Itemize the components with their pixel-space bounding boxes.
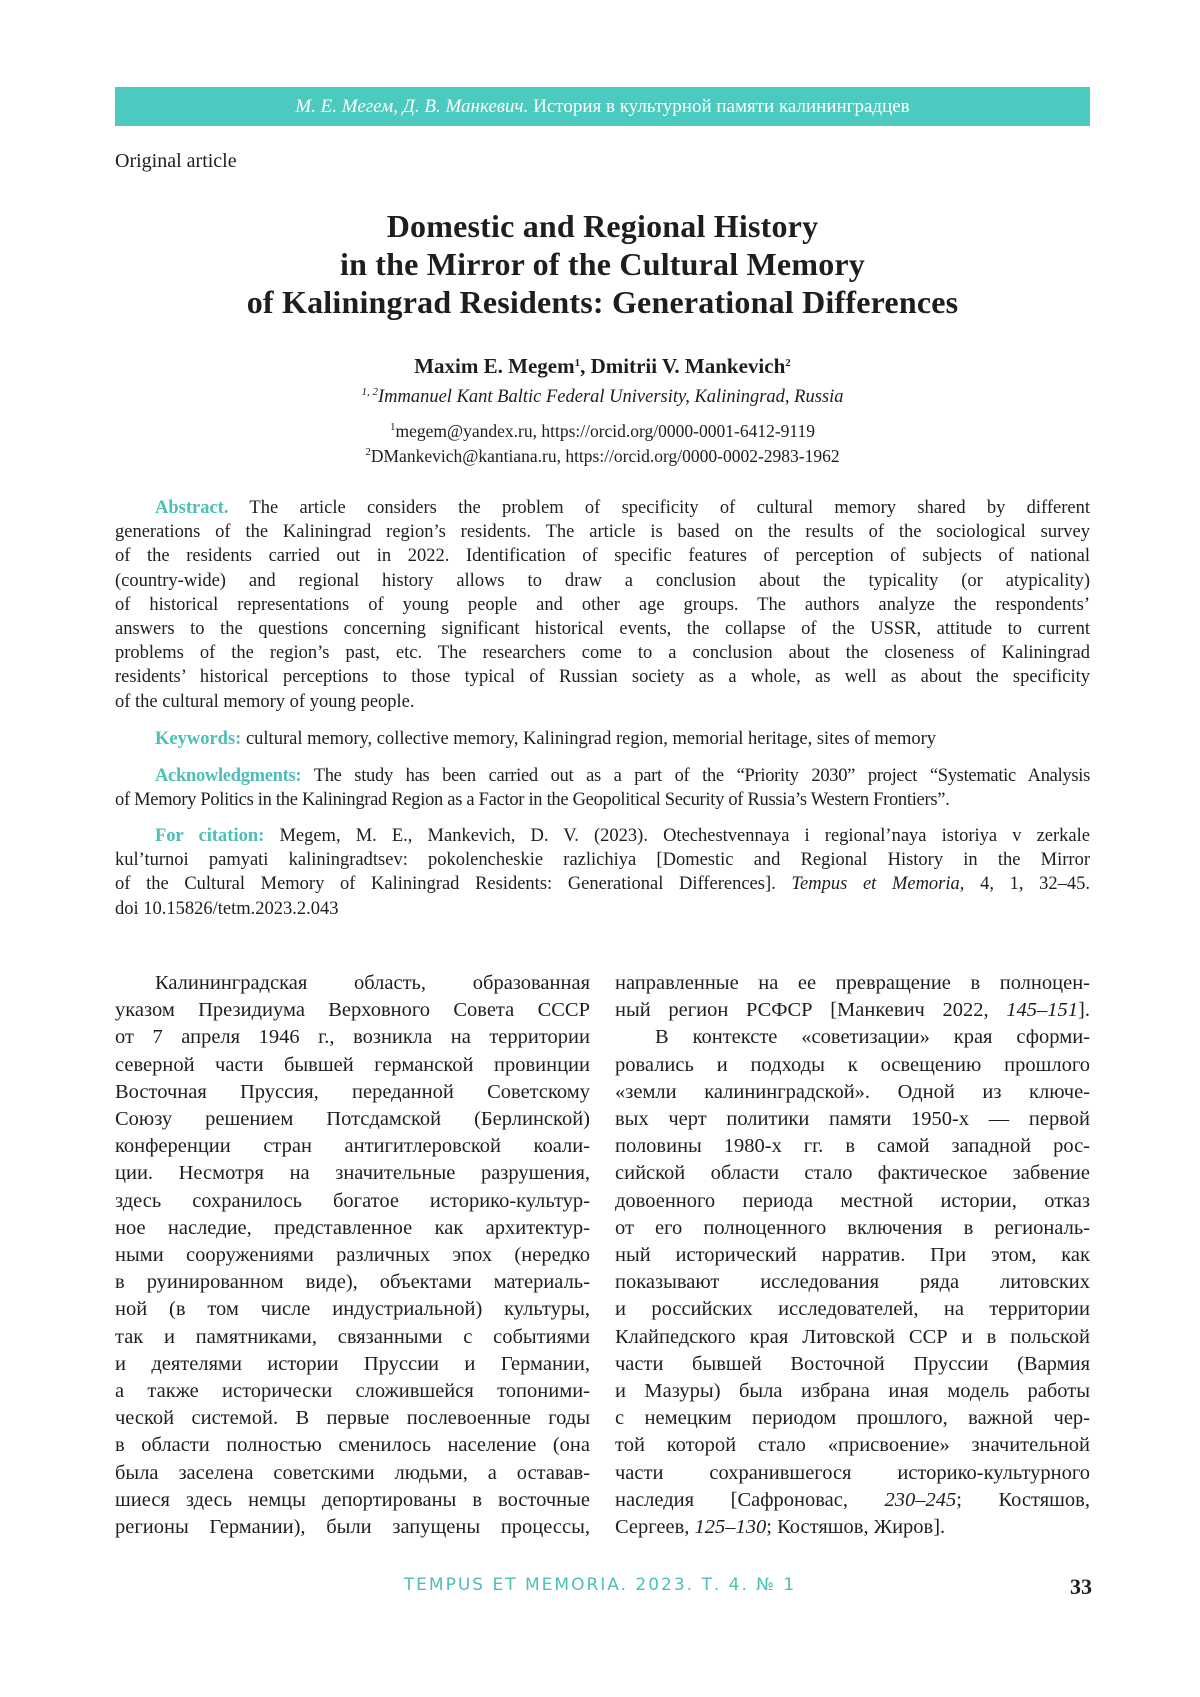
journal-name: Tempus et Memoria bbox=[791, 874, 960, 895]
running-head bbox=[115, 87, 1090, 126]
abstract-line bbox=[115, 496, 1090, 520]
citation-line bbox=[115, 872, 1090, 896]
keywords bbox=[115, 727, 1090, 751]
text-line: здесь сохранилось богатое историко-культур- bbox=[115, 1189, 590, 1212]
text-line: половины 1980-х гг. в самой западной рос- bbox=[615, 1135, 1090, 1158]
text-line: problems of the region’s past, etc. The researchers come to a conclusion about the closeness of Kaliningrad bbox=[115, 643, 1090, 664]
keywords-label: Keywords: bbox=[155, 729, 242, 749]
article-title bbox=[115, 207, 1090, 321]
text-line: была заселена советскими людьми, а оставав- bbox=[115, 1461, 590, 1484]
text-line: в руинированном виде), объектами материаль- bbox=[115, 1271, 590, 1294]
author-contacts bbox=[115, 419, 1090, 469]
author-separator: , bbox=[580, 354, 591, 378]
abstract-label: Abstract. bbox=[155, 498, 229, 518]
acknowledgments bbox=[115, 764, 1090, 812]
body-line bbox=[615, 1514, 1090, 1541]
text-line: ции. Несмотря на значительные разрушения, bbox=[115, 1162, 590, 1185]
text-line: ческой системой. В первые послевоенные годы bbox=[115, 1407, 590, 1430]
text-line: с немецким периодом прошлого, важной чер- bbox=[615, 1407, 1090, 1430]
author-name: Dmitrii V. Mankevich bbox=[590, 354, 786, 378]
body-text: Сергеев, bbox=[615, 1516, 695, 1539]
title-line: in the Mirror of the Cultural Memory bbox=[339, 246, 865, 282]
text-line: generations of the Kaliningrad region’s residents. The article is based on the results of the sociological survey bbox=[115, 522, 1090, 543]
title-line: of Kaliningrad Residents: Generational Differences bbox=[246, 284, 959, 320]
keywords-text: cultural memory, collective memory, Kaliningrad region, memorial heritage, sites of memory bbox=[245, 729, 937, 749]
text-line: (country-wide) and regional history allows to draw a conclusion about the typicality (or atypicality) bbox=[115, 570, 1090, 591]
body-line: направленные на ее превращение в полноцен- bbox=[615, 972, 1090, 994]
contact-sup: 1 bbox=[389, 421, 396, 433]
text-line: указом Президиума Верховного Совета СССР bbox=[115, 999, 590, 1022]
text-line: ными сооружениями различных эпох (нередко bbox=[115, 1244, 590, 1267]
affiliation-text: Immanuel Kant Baltic Federal University, Kaliningrad, Russia bbox=[377, 387, 844, 407]
ack-label: Acknowledgments: bbox=[155, 766, 302, 786]
text-line: Калининградская область, образованная bbox=[155, 972, 590, 994]
text-line: Восточная Пруссия, переданной Советскому bbox=[115, 1080, 590, 1103]
body-paragraph bbox=[615, 1024, 1090, 1486]
text-line: «земли калининградской». Одной из ключе- bbox=[615, 1080, 1090, 1103]
text-line: of the cultural memory of young people. bbox=[115, 691, 415, 712]
text-line: answers to the questions concerning significant historical events, the collapse of the USSR, attitude to current bbox=[115, 619, 1090, 640]
citation-line: kul’turnoi pamyati kaliningradtsev: pokolencheskie razlichiya [Domestic and Regional History in the Mirror bbox=[115, 850, 1090, 871]
abstract-body bbox=[115, 520, 1090, 714]
text-line: of the residents carried out in 2022. Identification of specific features of perception of subjects of national bbox=[115, 546, 1090, 567]
text-line: и российских исследователей, на территории bbox=[615, 1298, 1090, 1321]
text-line: регионы Германии), были запущены процессы, bbox=[115, 1516, 590, 1539]
text-line: В контексте «советизации» края сформи- bbox=[655, 1026, 1090, 1049]
body-text: наследия [Сафроновас, bbox=[615, 1488, 885, 1511]
body-text: ный регион РСФСР [Манкевич 2022, bbox=[615, 999, 1007, 1022]
citation-text: of the Cultural Memory of Kaliningrad Residents: Generational Differences]. bbox=[115, 874, 776, 895]
footer-journal: TEMPUS ET MEMORIA. 2023. Т. 4. № 1 bbox=[403, 1575, 797, 1595]
abstract bbox=[115, 496, 1090, 714]
text-line: и деятелями истории Пруссии и Германии, bbox=[115, 1352, 590, 1375]
authors bbox=[115, 354, 1090, 379]
citation-pages: 125–130 bbox=[694, 1516, 767, 1539]
contact-link[interactable]: DMankevich@kantiana.ru, https://orcid.org/0000-0002-2983-1962 bbox=[370, 446, 840, 466]
text-line: of historical representations of young people and other age groups. The authors analyze the respondents’ bbox=[115, 594, 1090, 615]
text-line: северной части бывшей германской провинции bbox=[115, 1053, 590, 1076]
citation-text: Megem, M. E., Mankevich, D. V. (2023). Otechestvennaya i regional’naya istoriya v zerkale bbox=[279, 826, 1090, 846]
text-line: Союзу решением Потсдамской (Берлинской) bbox=[115, 1108, 590, 1131]
abstract-text: The article considers the problem of specificity of cultural memory shared by different bbox=[249, 498, 1091, 518]
ack-text: The study has been carried out as a part of the “Priority 2030” project “Systematic Analysis bbox=[313, 766, 1090, 786]
author-sup: 2 bbox=[785, 357, 791, 369]
citation-label: For citation: bbox=[155, 826, 265, 846]
text-line: в области полностью сменилось население (она bbox=[115, 1434, 590, 1457]
text-line: так и памятниками, связанными с событиями bbox=[115, 1325, 590, 1348]
citation-pages: 230–245 bbox=[884, 1488, 957, 1511]
text-line: той которой стало «присвоение» значительной bbox=[615, 1434, 1090, 1457]
text-line: ный исторический нарратив. При этом, как bbox=[615, 1244, 1090, 1267]
body-column-left bbox=[115, 970, 590, 1541]
body-line bbox=[615, 997, 1090, 1024]
citation-doi[interactable]: doi 10.15826/tetm.2023.2.043 bbox=[115, 898, 339, 919]
contact-link[interactable]: megem@yandex.ru, https://orcid.org/0000-0001-6412-9119 bbox=[395, 421, 816, 441]
running-head-authors: М. Е. Мегем, Д. В. Манкевич. bbox=[295, 96, 529, 117]
body-text: ; Костяшов, Жиров]. bbox=[766, 1516, 946, 1539]
affiliation bbox=[115, 387, 1090, 408]
contact-sup: 2 bbox=[365, 446, 371, 458]
body-line bbox=[615, 1487, 1090, 1514]
body-text: ; Костяшов, bbox=[956, 1488, 1090, 1511]
author-name: Maxim E. Megem bbox=[414, 354, 575, 378]
title-line: Domestic and Regional History bbox=[386, 208, 819, 244]
citation-pages: 145–151 bbox=[1006, 999, 1079, 1022]
text-line: части сохранившегося историко-культурного bbox=[615, 1461, 1090, 1484]
text-line: ное наследие, представленное как архитектур- bbox=[115, 1216, 590, 1239]
text-line: и Мазуры) была избрана иная модель работы bbox=[615, 1380, 1090, 1403]
text-line: Клайпедского края Литовской ССР и в польской bbox=[615, 1325, 1090, 1348]
text-line: ровались и подходы к освещению прошлого bbox=[615, 1053, 1090, 1076]
text-line: ной (в том числе индустриальной) культуры, bbox=[115, 1298, 590, 1321]
page-number: 33 bbox=[1070, 1574, 1092, 1599]
text-line: конференции стран антигитлеровской коали- bbox=[115, 1135, 590, 1158]
citation bbox=[115, 824, 1090, 921]
text-line: сийской области стало фактическое забвение bbox=[615, 1162, 1090, 1185]
affiliation-sup: 1, 2 bbox=[361, 386, 378, 398]
article-type: Original article bbox=[115, 150, 237, 172]
text-line: от его полноценного включения в региональ- bbox=[615, 1216, 1090, 1239]
text-line: а также исторически сложившейся топоними- bbox=[115, 1380, 590, 1403]
contact-line bbox=[115, 444, 1090, 469]
author-sup: 1 bbox=[574, 357, 581, 369]
text-line: residents’ historical perceptions to those typical of Russian society as a whole, as well as about the specificity bbox=[115, 667, 1090, 688]
contact-line bbox=[115, 419, 1090, 444]
keywords-line bbox=[115, 727, 1090, 751]
text-line: вых черт политики памяти 1950-х — первой bbox=[615, 1108, 1090, 1131]
body-column-right bbox=[615, 970, 1090, 1541]
text-line: шиеся здесь немцы депортированы в восточные bbox=[115, 1488, 590, 1511]
running-head-title: История в культурной памяти калининградцев bbox=[533, 96, 910, 117]
citation-text: , 4, 1, 32–45. bbox=[959, 874, 1091, 895]
body-text: ]. bbox=[1078, 999, 1090, 1022]
text-line: показывают исследования ряда литовских bbox=[615, 1271, 1090, 1294]
ack-line bbox=[115, 764, 1090, 788]
text-line: от 7 апреля 1946 г., возникла на территории bbox=[115, 1026, 590, 1049]
text-line: довоенного периода местной истории, отказ bbox=[615, 1189, 1090, 1212]
text-line: части бывшей Восточной Пруссии (Вармия bbox=[615, 1352, 1090, 1375]
citation-line bbox=[115, 824, 1090, 848]
ack-line: of Memory Politics in the Kaliningrad Region as a Factor in the Geopolitical Security of Russia’s Western Frontiers”. bbox=[115, 790, 950, 811]
